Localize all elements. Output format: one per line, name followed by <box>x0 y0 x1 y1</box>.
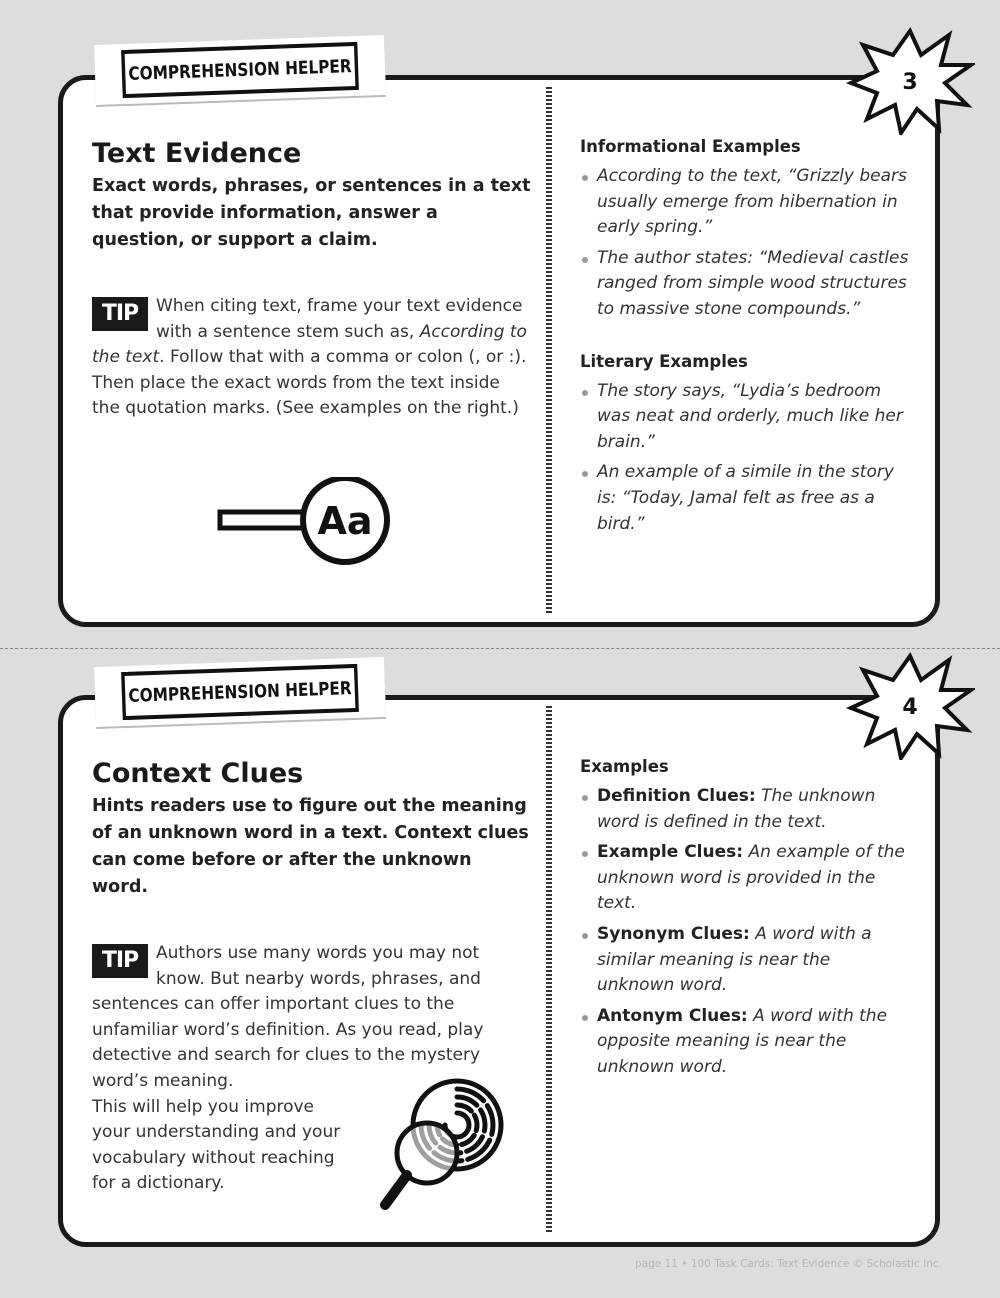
list-item <box>580 922 910 999</box>
card-label-text: COMPREHENSION HELPER <box>121 664 359 720</box>
tip-block <box>92 294 532 422</box>
card-4-right <box>580 756 910 1086</box>
card-label <box>94 35 386 105</box>
card-3-right <box>580 136 910 542</box>
tip-text: Authors use many words you may not know. But nearby words, phrases, and sentences can offer important clues to the unfamiliar word’s definition. As you read, play detective and search for clues to the mystery word’s meaning. <box>92 943 484 1091</box>
list-item: The story says, “Lydia’s bedroom was neat and orderly, much like her brain.” <box>580 379 910 456</box>
icon-aa-text: Aa <box>317 499 373 543</box>
list-item: According to the text, “Grizzly bears usually emerge from hibernation in early spring.” <box>580 164 910 241</box>
tip-line: for a dictionary. <box>92 1173 225 1194</box>
card-title: Context Clues <box>92 758 304 789</box>
card-number: 4 <box>902 695 918 720</box>
tip-badge: TIP <box>92 297 148 331</box>
card-3-left <box>92 137 532 422</box>
clue-desc: An example of the unknown word is provided in the text. <box>597 842 905 914</box>
card-number-burst <box>845 25 975 135</box>
section-heading: Informational Examples <box>580 137 801 156</box>
list-item: An example of a simile in the story is: “Today, Jamal felt as free as a bird.” <box>580 460 910 537</box>
fingerprint-magnifier-icon <box>375 1075 505 1215</box>
tip-line: vocabulary without reaching <box>92 1147 335 1168</box>
card-title: Text Evidence <box>92 138 302 169</box>
clue-desc: A word with a similar meaning is near the unknown word. <box>597 923 872 996</box>
page-footer: page 11 • 100 Task Cards: Text Evidence © Scholastic Inc. <box>635 1258 942 1270</box>
clue-term: Synonym Clues: <box>597 923 750 944</box>
list-item <box>580 840 910 917</box>
clue-types <box>580 784 910 1081</box>
literary-examples <box>580 379 910 538</box>
starburst-icon <box>845 650 975 760</box>
tip-text-before: When citing text, frame your text evidence with a sentence stem such as, <box>156 296 523 342</box>
column-divider <box>546 87 552 615</box>
list-item: The author states: “Medieval castles ranged from simple wood structures to massive stone compounds.” <box>580 246 910 323</box>
card-label-text: COMPREHENSION HELPER <box>121 42 359 98</box>
tip-line: This will help you improve <box>92 1096 315 1117</box>
cut-line <box>0 648 1000 649</box>
card-number: 3 <box>902 70 918 95</box>
starburst-icon <box>845 25 975 135</box>
tip-badge: TIP <box>92 944 148 978</box>
magnifier-aa-icon <box>215 477 395 567</box>
informational-examples <box>580 164 910 323</box>
tip-text-italic: According to the text <box>92 321 527 368</box>
column-divider <box>546 706 552 1234</box>
tip-line: your understanding and your <box>92 1122 341 1143</box>
list-item <box>580 1004 910 1081</box>
clue-desc: A word with the opposite meaning is near the unknown word. <box>597 1005 888 1077</box>
clue-desc: The unknown word is defined in the text. <box>597 786 876 832</box>
clue-term: Definition Clues: <box>597 786 756 806</box>
card-label <box>94 657 386 727</box>
clue-term: Antonym Clues: <box>597 1005 748 1026</box>
card-definition: Exact words, phrases, or sentences in a text that provide information, answer a question, or support a claim. <box>92 176 531 250</box>
tip-text-after: . Follow that with a comma or colon (, or :). Then place the exact words from the text inside the quotation marks. (See examples on the right.) <box>92 347 527 419</box>
card-definition: Hints readers use to figure out the meaning of an unknown word in a text. Context clues can come before or after the unknown word. <box>92 796 529 897</box>
list-item <box>580 784 910 835</box>
section-heading: Examples <box>580 757 669 776</box>
card-number-burst <box>845 650 975 760</box>
section-heading: Literary Examples <box>580 351 748 371</box>
clue-term: Example Clues: <box>597 842 744 863</box>
